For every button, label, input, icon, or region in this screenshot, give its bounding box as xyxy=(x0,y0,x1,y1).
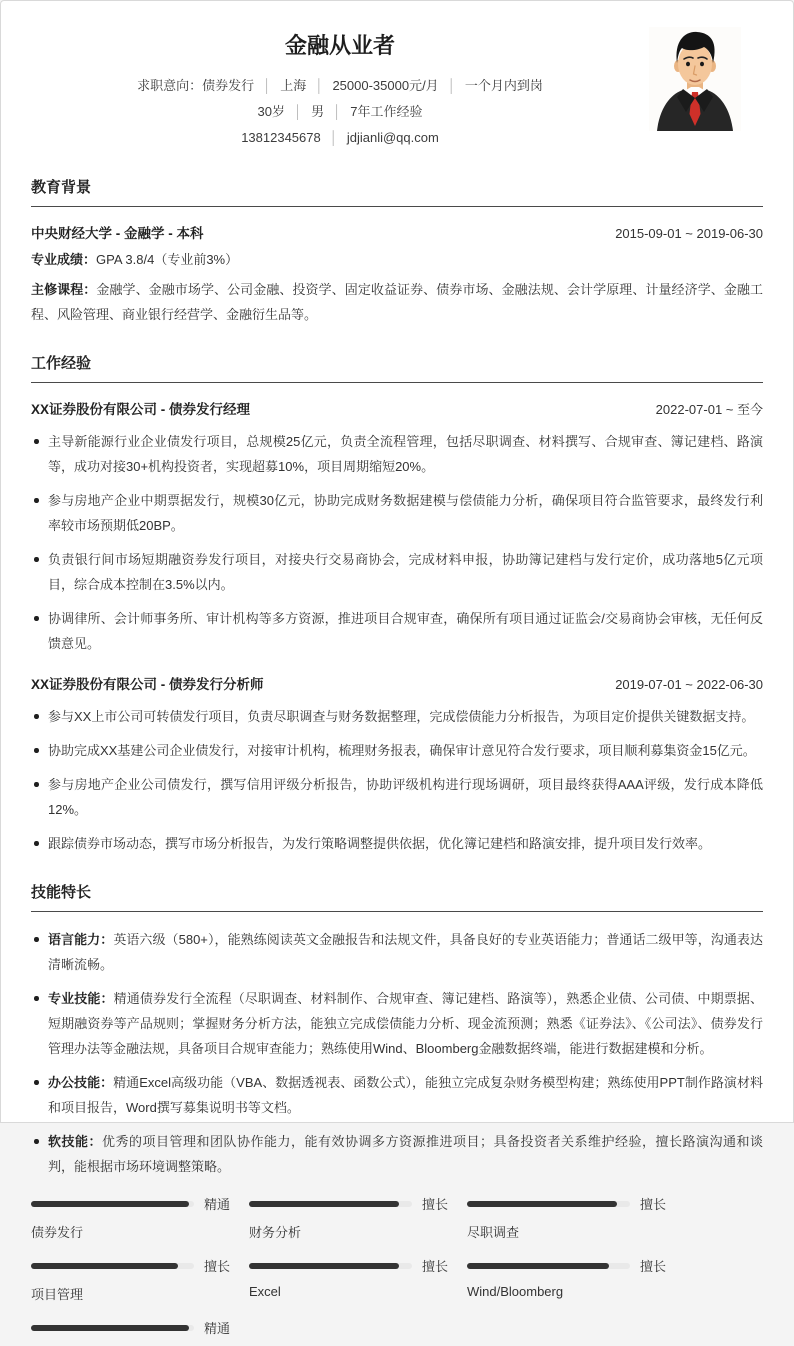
job-bullet: 协助完成XX基建公司企业债发行，对接审计机构，梳理财务报表，确保审计意见符合发行要求，项目顺利募集资金15亿元。 xyxy=(31,738,763,763)
skill-bar-item xyxy=(31,1194,231,1241)
skill-bar-fill xyxy=(467,1201,617,1207)
header-info-item: 上海 xyxy=(280,78,307,93)
skill-bar-fill xyxy=(31,1201,189,1207)
skill-bar-row xyxy=(249,1256,449,1275)
job-bullet: 主导新能源行业企业债发行项目，总规模25亿元，负责全流程管理，包括尽职调查、材料撰写、合规审查、簿记建档、路演等，成功对接30+机构投资者，实现超募10%，项目周期缩短20%。 xyxy=(31,429,763,479)
skill-bar-item xyxy=(467,1256,667,1303)
job-list xyxy=(31,398,763,856)
skill-bullet-label: 办公技能： xyxy=(48,1075,114,1090)
section-skills xyxy=(31,881,763,1346)
skill-bullet xyxy=(31,927,763,977)
profile-photo-illustration xyxy=(649,27,741,131)
skill-bullet-label: 软技能： xyxy=(48,1134,102,1149)
job-bullet-list xyxy=(31,704,763,856)
skill-bullet xyxy=(31,986,763,1061)
job-entry xyxy=(31,398,763,656)
skill-bar-track xyxy=(249,1201,412,1207)
skill-bar-name: Wind/Bloomberg xyxy=(467,1284,564,1299)
job-date: 2022-07-01 ~ 至今 xyxy=(655,402,763,417)
section-title-education: 教育背景 xyxy=(31,176,763,207)
skill-bar-track xyxy=(31,1325,194,1331)
gpa-label: 专业成绩： xyxy=(31,252,97,267)
separator: │ xyxy=(333,104,342,119)
skill-bullet-label: 语言能力： xyxy=(48,932,114,947)
header-info-item: jdjianli@qq.com xyxy=(346,130,439,145)
skill-bar-track xyxy=(249,1263,412,1269)
skill-bar-name: 债券发行 xyxy=(31,1225,84,1240)
personal-info-line xyxy=(31,99,649,125)
skill-bars-grid xyxy=(31,1194,763,1346)
header-info-item: 30岁 xyxy=(257,104,285,119)
skill-bar-row xyxy=(467,1194,667,1213)
skill-bullet xyxy=(31,1129,763,1179)
skill-bullet-text: 精通债券发行全流程（尽职调查、材料制作、合规审查、簿记建档、路演等），熟悉企业债、公司债、中期票据、短期融资券等产品规则；掌握财务分析方法，能独立完成偿债能力分析、现金流预测；熟悉《证券法》、《公司法》、债券发行管理办法等金融法规，具备项目合规审查能力；熟练使用Wind、Bloomberg金融数据终端，能进行数据建模和分析。 xyxy=(48,991,763,1056)
skill-bar-level: 精通 xyxy=(204,1321,231,1336)
section-education xyxy=(31,176,763,327)
job-bullet: 负责银行间市场短期融资券发行项目，对接央行交易商协会，完成材料申报，协助簿记建档与发行定价，成功落地5亿元项目，综合成本控制在3.5%以内。 xyxy=(31,547,763,597)
separator: │ xyxy=(293,104,303,119)
skill-bar-fill xyxy=(249,1263,399,1269)
skill-bullet-list xyxy=(31,927,763,1179)
skill-bullet-text: 优秀的项目管理和团队协作能力，能有效协调多方资源推进项目；具备投资者关系维护经验，擅长路演沟通和谈判，能根据市场环境调整策略。 xyxy=(48,1134,763,1174)
skill-bar-level: 擅长 xyxy=(422,1259,449,1274)
skill-bar-track xyxy=(467,1201,630,1207)
separator: │ xyxy=(447,78,456,93)
job-header-row xyxy=(31,398,763,418)
job-entry xyxy=(31,673,763,856)
skill-bar-fill xyxy=(249,1201,399,1207)
skill-bar-track xyxy=(31,1201,194,1207)
job-title: XX证券股份有限公司 - 债券发行经理 xyxy=(31,402,251,417)
skill-bar-name: 财务分析 xyxy=(249,1225,302,1240)
skill-bar-track xyxy=(467,1263,630,1269)
header-info-item: 25000-35000元/月 xyxy=(332,78,439,93)
contact-line xyxy=(31,125,649,151)
skill-bar-name: 尽职调查 xyxy=(467,1225,520,1240)
skill-bullet xyxy=(31,1070,763,1120)
skill-bar-item xyxy=(249,1194,449,1241)
skill-bar-row xyxy=(249,1194,449,1213)
education-school: 中央财经大学 - 金融学 - 本科 xyxy=(31,226,204,241)
skill-bar-item xyxy=(249,1256,449,1303)
skill-bar-name: 项目管理 xyxy=(31,1287,84,1302)
gpa-value: GPA 3.8/4（专业前3%） xyxy=(96,252,239,267)
header-text-block xyxy=(31,25,649,151)
skill-bar-level: 擅长 xyxy=(640,1197,667,1212)
separator: │ xyxy=(315,78,324,93)
skill-bar-row xyxy=(31,1256,231,1275)
skill-bar-item xyxy=(467,1194,667,1241)
separator: │ xyxy=(263,78,272,93)
job-bullet: 参与房地产企业公司债发行，撰写信用评级分析报告，协助评级机构进行现场调研，项目最终获得AAA评级，发行成本降低12%。 xyxy=(31,772,763,822)
education-header-row xyxy=(31,222,763,242)
header-info-item: 求职意向：债券发行 xyxy=(137,78,255,93)
job-bullet: 协调律所、会计师事务所、审计机构等多方资源，推进项目合规审查，确保所有项目通过证监会/交易商协会审核，无任何反馈意见。 xyxy=(31,606,763,656)
skill-bar-level: 擅长 xyxy=(204,1259,231,1274)
skill-bar-row xyxy=(467,1256,667,1275)
job-intention-line xyxy=(31,73,649,99)
skill-bar-fill xyxy=(31,1325,189,1331)
job-bullet: 参与XX上市公司可转债发行项目，负责尽职调查与财务数据整理，完成偿债能力分析报告，为项目定价提供关键数据支持。 xyxy=(31,704,763,729)
job-bullet: 跟踪债券市场动态，撰写市场分析报告，为发行策略调整提供依据，优化簿记建档和路演安排，提升项目发行效率。 xyxy=(31,831,763,856)
job-title: XX证券股份有限公司 - 债券发行分析师 xyxy=(31,677,264,692)
job-header-row xyxy=(31,673,763,693)
resume-header xyxy=(31,1,763,151)
header-info-item: 一个月内到岗 xyxy=(464,78,543,93)
education-gpa-line xyxy=(31,247,763,272)
job-date: 2019-07-01 ~ 2022-06-30 xyxy=(615,677,763,692)
header-info-item: 13812345678 xyxy=(241,130,321,145)
skill-bullet-text: 英语六级（580+），能熟练阅读英文金融报告和法规文件，具备良好的专业英语能力；普通话二级甲等，沟通表达清晰流畅。 xyxy=(48,932,763,972)
courses-label: 主修课程： xyxy=(31,282,97,297)
skill-bar-track xyxy=(31,1263,194,1269)
page-title: 金融从业者 xyxy=(284,33,395,58)
section-title-work: 工作经验 xyxy=(31,352,763,383)
header-info-item: 男 xyxy=(311,104,325,119)
skill-bar-fill xyxy=(467,1263,609,1269)
job-bullet-list xyxy=(31,429,763,656)
skill-bullet-label: 专业技能： xyxy=(48,991,114,1006)
skill-bar-level: 精通 xyxy=(204,1197,231,1212)
skill-bar-row xyxy=(31,1318,231,1337)
skill-bar-name: Excel xyxy=(249,1284,281,1299)
section-work xyxy=(31,352,763,856)
separator: │ xyxy=(329,130,338,145)
skill-bar-item xyxy=(31,1256,231,1303)
courses-value: 金融学、金融市场学、公司金融、投资学、固定收益证券、债券市场、金融法规、会计学原理、计量经济学、金融工程、风险管理、商业银行经营学、金融衍生品等。 xyxy=(31,282,763,322)
job-bullet: 参与房地产企业中期票据发行，规模30亿元，协助完成财务数据建模与偿债能力分析，确保项目符合监管要求，最终发行利率较市场预期低20BP。 xyxy=(31,488,763,538)
skill-bar-row xyxy=(31,1194,231,1213)
header-info-item: 7年工作经验 xyxy=(350,104,423,119)
section-title-skills: 技能特长 xyxy=(31,881,763,912)
skill-bar-level: 擅长 xyxy=(422,1197,449,1212)
skill-bullet-text: 精通Excel高级功能（VBA、数据透视表、函数公式），能独立完成复杂财务模型构建；熟练使用PPT制作路演材料和项目报告，Word撰写募集说明书等文档。 xyxy=(48,1075,763,1115)
education-courses-line xyxy=(31,277,763,327)
profile-photo xyxy=(649,27,741,131)
skill-bar-level: 擅长 xyxy=(640,1259,667,1274)
education-date: 2015-09-01 ~ 2019-06-30 xyxy=(615,226,763,241)
skill-bar-item xyxy=(31,1318,231,1346)
skill-bar-fill xyxy=(31,1263,178,1269)
